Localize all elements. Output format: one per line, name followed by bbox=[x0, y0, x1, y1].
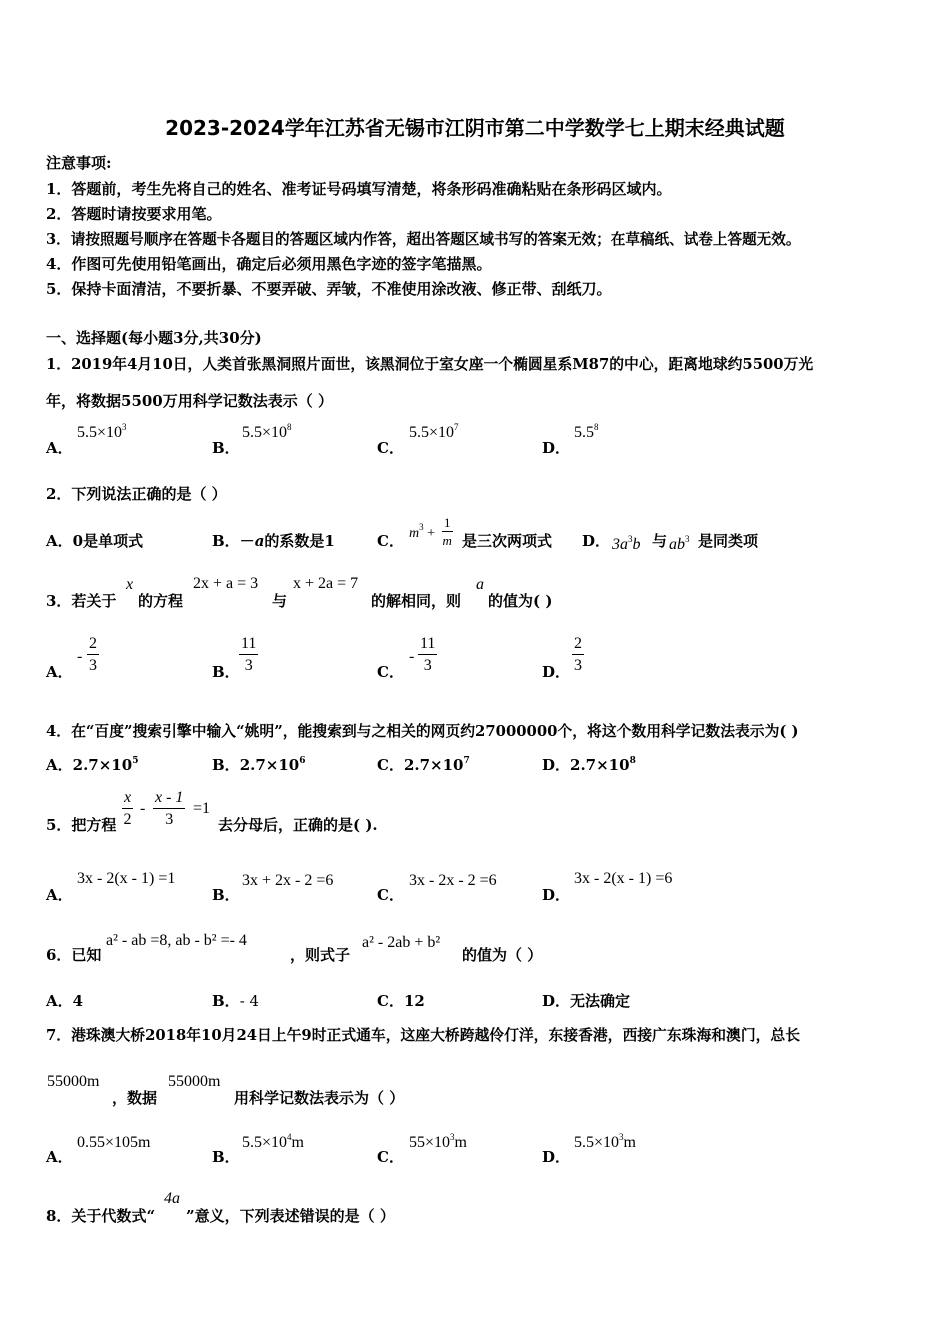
q7-option-d[interactable]: $5.5\times 10^3m$ bbox=[574, 1132, 636, 1151]
question-3-stem: 的值为( ) bbox=[488, 592, 553, 610]
q4-option-d[interactable]: D．$2.7\times 10^8$ bbox=[542, 756, 636, 774]
q3-equation-2: x + 2a = 7 bbox=[293, 575, 359, 592]
option-label: D． bbox=[582, 532, 611, 550]
q1-option-b[interactable]: $5.5\times 10^8$ bbox=[242, 422, 292, 441]
q6-option-d[interactable]: D．无法确定 bbox=[542, 992, 631, 1010]
q2-option-d-term2[interactable]: $ab^3$ bbox=[669, 534, 690, 553]
notice-item: 5．保持卡面清洁，不要折暴、不要弄破、弄皱，不准使用涂改液、修正带、刮纸刀。 bbox=[46, 280, 612, 298]
q2-option-d-and: 与 bbox=[652, 532, 668, 550]
q3-var-x: x bbox=[126, 576, 134, 593]
question-8-stem: 8．关于代数式“ bbox=[46, 1207, 156, 1225]
notice-heading: 注意事项: bbox=[46, 154, 112, 172]
q2-option-d-text: 是同类项 bbox=[698, 532, 759, 550]
option-label: D． bbox=[542, 439, 571, 457]
q5-minus: - bbox=[140, 800, 146, 817]
q7-option-a[interactable]: 0.55×105m bbox=[77, 1134, 151, 1151]
option-label: B． bbox=[212, 1148, 240, 1166]
question-1-stem-cont: 年，将数据5500万用科学记数法表示（ ） bbox=[46, 392, 333, 410]
q5-fraction-2: $\frac{x - 1}{3}$ bbox=[155, 789, 184, 828]
question-5-stem: 去分母后，正确的是( ). bbox=[218, 816, 378, 834]
option-label: C． bbox=[377, 1148, 404, 1166]
q6-condition: a² - ab =8, ab - b² =- 4 bbox=[106, 932, 247, 949]
q6-option-c[interactable]: C．12 bbox=[377, 992, 425, 1010]
q2-option-a[interactable]: A．0是单项式 bbox=[46, 532, 144, 550]
question-2-stem: 2．下列说法正确的是（ ） bbox=[46, 485, 227, 503]
q5-option-d[interactable]: 3x - 2(x - 1) =6 bbox=[574, 870, 673, 887]
q7-option-b[interactable]: $5.5\times 10^4m$ bbox=[242, 1132, 304, 1151]
option-label: C． bbox=[377, 532, 404, 550]
q3-option-d[interactable]: $\frac{2}{3}$ bbox=[574, 635, 582, 674]
notice-item: 1．答题前，考生先将自己的姓名、准考证号码填写清楚，将条形码准确粘贴在条形码区域内。 bbox=[46, 180, 672, 198]
q6-option-b[interactable]: B．- 4 bbox=[212, 992, 260, 1010]
q6-expression: a² - 2ab + b² bbox=[362, 934, 441, 951]
question-3-stem: 的解相同，则 bbox=[371, 592, 462, 610]
option-label: A． bbox=[46, 663, 73, 681]
question-4-stem: 4．在“百度”搜索引擎中输入“姚明”，能搜索到与之相关的网页约27000000个，将这个数用科学记数法表示为( ) bbox=[46, 723, 799, 740]
q3-var-a: a bbox=[476, 576, 484, 593]
page-title: 2023-2024学年江苏省无锡市江阴市第二中学数学七上期末经典试题 bbox=[165, 116, 785, 140]
notice-item: 3．请按照题号顺序在答题卡各题目的答题区域内作答，超出答题区域书写的答案无效；在草稿纸、试卷上答题无效。 bbox=[46, 231, 801, 248]
q5-fraction-1: $\frac{x}{2}$ bbox=[123, 789, 132, 828]
question-3-stem: 的方程 bbox=[138, 592, 184, 610]
option-label: A． bbox=[46, 886, 73, 904]
question-5-stem: 5．把方程 bbox=[46, 816, 117, 834]
option-label: B． bbox=[212, 886, 240, 904]
q2-option-c-expr[interactable]: $m^3$ + bbox=[409, 522, 436, 541]
option-label: B． bbox=[212, 439, 240, 457]
question-8-stem: ”意义，下列表述错误的是（ ） bbox=[186, 1207, 395, 1225]
option-label: C． bbox=[377, 439, 404, 457]
question-1-stem: 1．2019年4月10日，人类首张黑洞照片面世，该黑洞位于室女座一个椭圆星系M87的中心，距离地球约5500万光 bbox=[46, 356, 814, 373]
q7-value-2: 55000m bbox=[168, 1073, 221, 1090]
q2-option-c-text: 是三次两项式 bbox=[462, 532, 553, 550]
q3-option-a[interactable]: $\frac{2}{3}$ bbox=[89, 635, 97, 674]
q4-option-b[interactable]: B．$2.7\times 10^6$ bbox=[212, 756, 306, 774]
q1-option-a[interactable]: $5.5\times 10^3$ bbox=[77, 422, 127, 441]
q6-option-a[interactable]: A．4 bbox=[46, 992, 84, 1010]
question-3-stem: 3．若关于 bbox=[46, 592, 117, 610]
option-label: D． bbox=[542, 663, 571, 681]
option-label: D． bbox=[542, 1148, 571, 1166]
q2-option-b[interactable]: B．－a的系数是1 bbox=[212, 532, 335, 550]
q5-equals: =1 bbox=[193, 800, 211, 817]
q1-option-d[interactable]: $5.5^8$ bbox=[574, 422, 599, 441]
option-label: A． bbox=[46, 1148, 73, 1166]
option-label: B． bbox=[212, 663, 240, 681]
q5-option-b[interactable]: 3x + 2x - 2 =6 bbox=[242, 872, 334, 889]
q7-option-c[interactable]: $55\times 10^3m$ bbox=[409, 1132, 467, 1151]
question-7-stem: 7．港珠澳大桥2018年10月24日上午9时正式通车，这座大桥跨越伶仃洋，东接香港，西接广东珠海和澳门，总长 bbox=[46, 1027, 801, 1044]
section-heading: 一、选择题(每小题3分,共30分) bbox=[46, 329, 262, 347]
q1-option-c[interactable]: $5.5\times 10^7$ bbox=[409, 422, 459, 441]
q3-equation-1: 2x + a = 3 bbox=[193, 575, 259, 592]
q4-option-c[interactable]: C．$2.7\times 10^7$ bbox=[377, 756, 470, 774]
q5-option-c[interactable]: 3x - 2x - 2 =6 bbox=[409, 872, 497, 889]
question-3-stem: 与 bbox=[272, 592, 288, 610]
q8-expression: 4a bbox=[164, 1190, 180, 1207]
question-6-stem: 6．已知 bbox=[46, 946, 102, 964]
q7-value-1: 55000m bbox=[47, 1073, 100, 1090]
option-label: C． bbox=[377, 663, 404, 681]
notice-item: 2．答题时请按要求用笔。 bbox=[46, 205, 222, 223]
q3-sign: - bbox=[409, 648, 415, 665]
q4-option-a[interactable]: A．$2.7\times 10^5$ bbox=[46, 756, 139, 774]
q3-option-b[interactable]: $\frac{11}{3}$ bbox=[241, 635, 257, 674]
notice-item: 4．作图可先使用铅笔画出，确定后必须用黑色字迹的签字笔描黑。 bbox=[46, 255, 492, 273]
q2-fraction: $\frac{1}{m}$ bbox=[442, 515, 452, 548]
q5-option-a[interactable]: 3x - 2(x - 1) =1 bbox=[77, 870, 176, 887]
q3-sign: - bbox=[77, 648, 83, 665]
question-6-stem: 的值为（ ） bbox=[462, 946, 543, 964]
option-label: D． bbox=[542, 886, 571, 904]
option-label: C． bbox=[377, 886, 404, 904]
question-6-stem: ，则式子 bbox=[290, 946, 351, 964]
question-7-stem: ，数据 bbox=[112, 1089, 158, 1107]
q3-option-c[interactable]: $\frac{11}{3}$ bbox=[420, 635, 436, 674]
q2-option-d-term1[interactable]: $3a^3b$ bbox=[612, 534, 641, 553]
question-7-stem: 用科学记数法表示为（ ） bbox=[234, 1089, 405, 1107]
option-label: A． bbox=[46, 439, 73, 457]
